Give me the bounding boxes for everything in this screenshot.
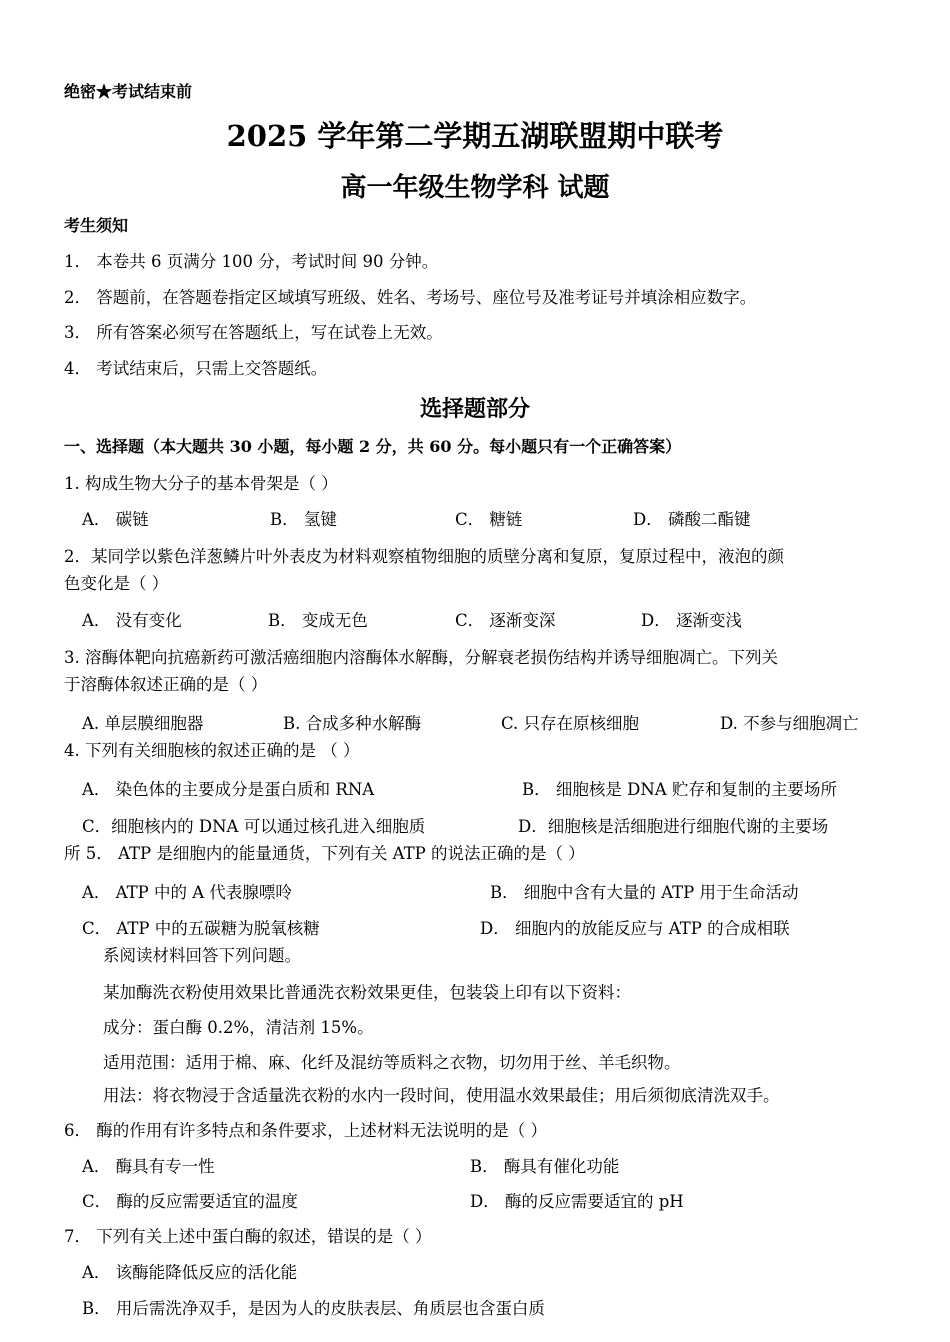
q1-option-d: D． 磷酸二酯键 — [633, 510, 751, 529]
q3-option-d: D. 不参与细胞凋亡 — [720, 714, 859, 733]
question-2-stem: 2．某同学以紫色洋葱鳞片叶外表皮为材料观察植物细胞的质壁分离和复原，复原过程中，液泡的颜 — [64, 547, 784, 566]
question-3-stem-cont: 于溶酶体叙述正确的是（ ） — [64, 675, 268, 694]
q4-option-d: D．细胞核是活细胞进行细胞代谢的主要场 — [518, 817, 829, 836]
exam-subtitle: 高一年级生物学科 试题 — [340, 173, 610, 203]
exam-title: 2025 学年第二学期五湖联盟期中联考 — [226, 119, 724, 153]
q5-option-b: B． 细胞中含有大量的 ATP 用于生命活动 — [490, 883, 799, 902]
q5-option-d: D． 细胞内的放能反应与 ATP 的合成相联 — [480, 919, 790, 938]
q4-option-c: C．细胞核内的 DNA 可以通过核孔进入细胞质 — [82, 817, 426, 836]
question-3-stem: 3. 溶酶体靶向抗癌新药可激活癌细胞内溶酶体水解酶，分解衰老损伤结构并诱导细胞凋亡。下列关 — [64, 648, 778, 667]
q2-option-b: B． 变成无色 — [268, 611, 368, 630]
section-heading: 一、选择题（本大题共 30 小题，每小题 2 分，共 60 分。每小题只有一个正确答案） — [64, 437, 682, 456]
notice-item: 1． 本卷共 6 页满分 100 分，考试时间 90 分钟。 — [64, 252, 439, 271]
q6-option-d: D． 酶的反应需要适宜的 pH — [470, 1192, 684, 1211]
q1-option-b: B． 氢键 — [270, 510, 337, 529]
q4-option-a: A． 染色体的主要成分是蛋白质和 RNA — [82, 780, 375, 799]
q5-option-c: C． ATP 中的五碳糖为脱氧核糖 — [82, 919, 320, 938]
question-2-stem-cont: 色变化是（ ） — [64, 574, 169, 593]
q2-option-c: C． 逐渐变深 — [455, 611, 556, 630]
material-line: 适用范围：适用于棉、麻、化纤及混纺等质料之衣物，切勿用于丝、羊毛织物。 — [103, 1053, 681, 1072]
q2-option-d: D． 逐渐变浅 — [641, 611, 742, 630]
material-line: 某加酶洗衣粉使用效果比普通洗衣粉效果更佳，包装袋上印有以下资料： — [103, 983, 631, 1002]
q5-option-a: A． ATP 中的 A 代表腺嘌呤 — [82, 883, 292, 902]
q3-option-b: B. 合成多种水解酶 — [283, 714, 422, 733]
question-4-stem: 4. 下列有关细胞核的叙述正确的是 （ ） — [64, 741, 360, 760]
q6-option-a: A． 酶具有专一性 — [82, 1157, 215, 1176]
material-line: 成分：蛋白酶 0.2%，清洁剂 15%。 — [103, 1018, 374, 1037]
notice-heading: 考生须知 — [64, 216, 129, 235]
q6-option-c: C． 酶的反应需要适宜的温度 — [82, 1192, 298, 1211]
notice-item: 4． 考试结束后，只需上交答题纸。 — [64, 359, 328, 378]
confidential-label: 绝密★考试结束前 — [64, 82, 193, 101]
q3-option-a: A. 单层膜细胞器 — [82, 714, 204, 733]
question-1-stem: 1. 构成生物大分子的基本骨架是（ ） — [64, 474, 338, 493]
question-6-stem: 6． 酶的作用有许多特点和条件要求，上述材料无法说明的是（ ） — [64, 1121, 547, 1140]
notice-item: 3． 所有答案必须写在答题纸上，写在试卷上无效。 — [64, 323, 443, 342]
q2-option-a: A． 没有变化 — [82, 611, 182, 630]
q3-option-c: C. 只存在原核细胞 — [501, 714, 640, 733]
q6-option-b: B． 酶具有催化功能 — [470, 1157, 620, 1176]
q7-option-b: B． 用后需洗净双手，是因为人的皮肤表层、角质层也含蛋白质 — [82, 1299, 545, 1318]
material-line: 用法：将衣物浸于含适量洗衣粉的水内一段时间，使用温水效果最佳；用后须彻底清洗双手。 — [103, 1086, 780, 1105]
q7-option-a: A． 该酶能降低反应的活化能 — [82, 1263, 298, 1282]
q1-option-c: C． 糖链 — [455, 510, 523, 529]
q1-option-a: A． 碳链 — [82, 510, 149, 529]
q4-option-b: B． 细胞核是 DNA 贮存和复制的主要场所 — [522, 780, 837, 799]
question-7-stem: 7． 下列有关上述中蛋白酶的叙述，错误的是（ ） — [64, 1227, 432, 1246]
question-5-stem: 所 5． ATP 是细胞内的能量通货，下列有关 ATP 的说法正确的是（ ） — [64, 844, 585, 863]
section-title: 选择题部分 — [419, 396, 530, 422]
notice-item: 2． 答题前，在答题卷指定区域填写班级、姓名、考场号、座位号及准考证号并填涂相应数字。 — [64, 288, 757, 307]
material-intro: 系阅读材料回答下列问题。 — [103, 946, 301, 965]
